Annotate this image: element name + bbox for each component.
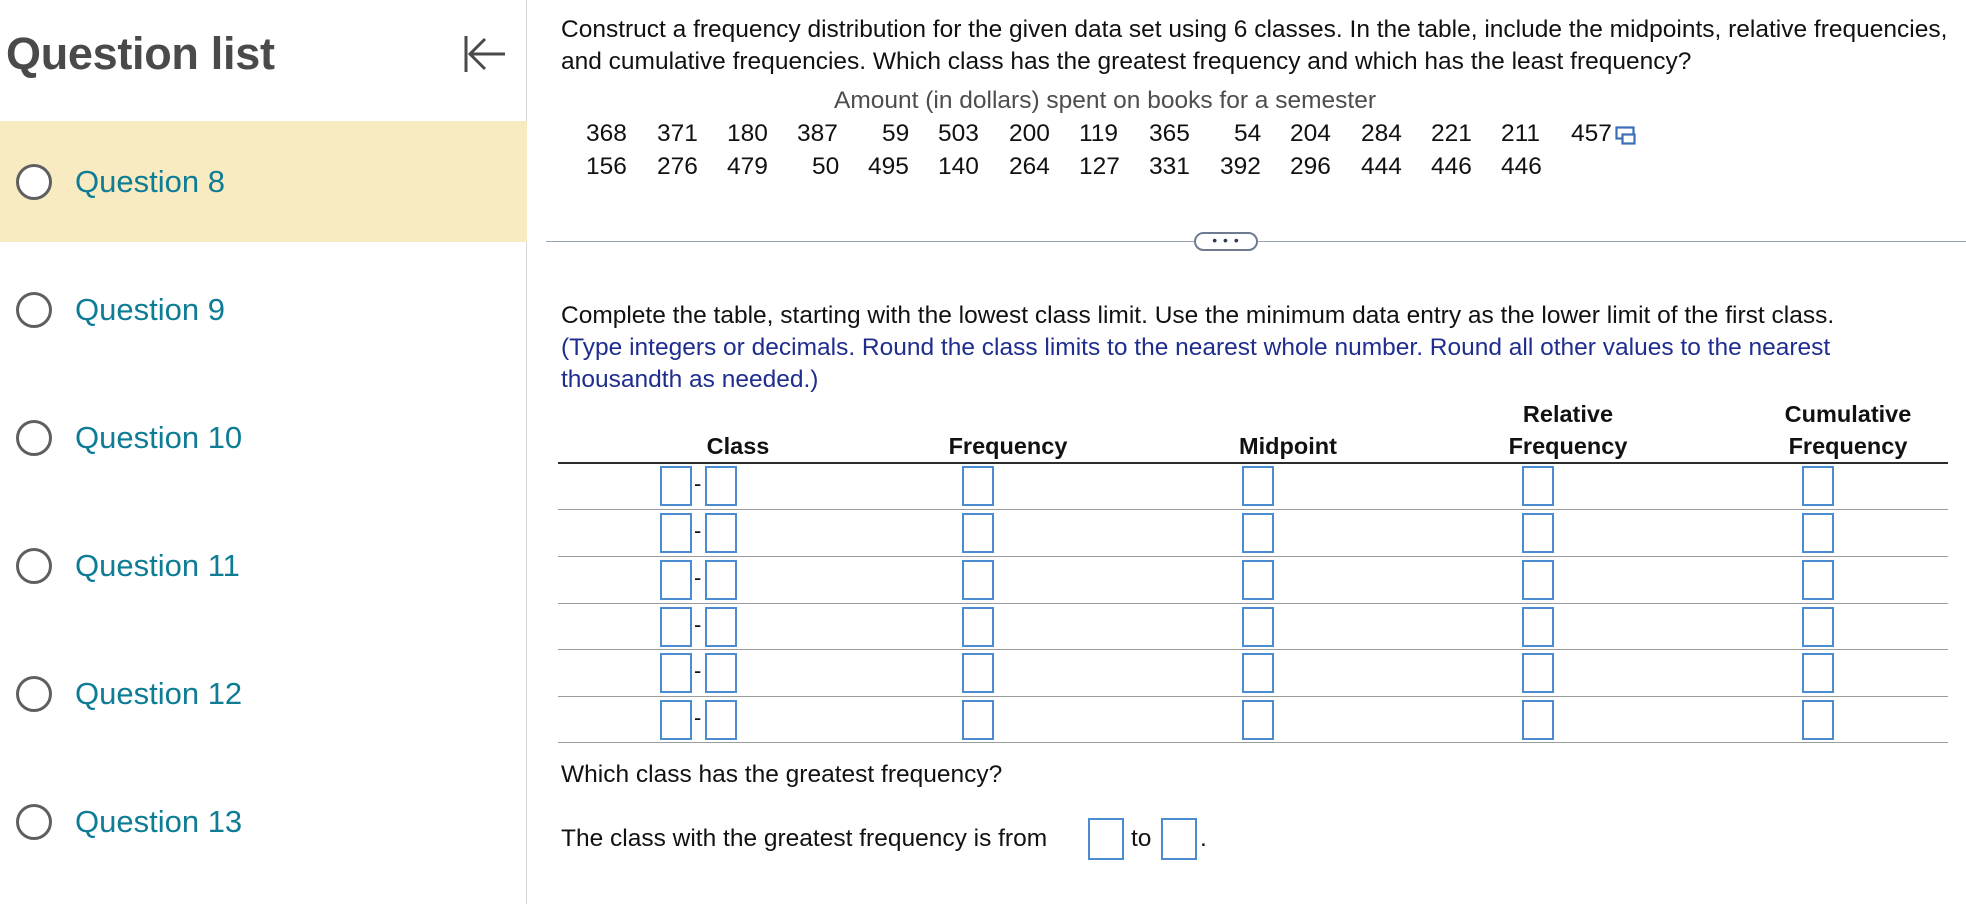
midpoint-input[interactable] [1242, 560, 1274, 600]
data-value: 180 [727, 120, 768, 147]
data-value: 200 [1009, 120, 1050, 147]
table-instructions: Complete the table, starting with the lowest class limit. Use the minimum data entry as the lower limit of the first class. [561, 302, 1835, 329]
data-value: 446 [1431, 153, 1472, 180]
class-separator: - [694, 471, 702, 496]
header-midpoint: Midpoint [1239, 433, 1337, 459]
midpoint-input[interactable] [1242, 466, 1274, 506]
table-row-rule [558, 509, 1948, 510]
header-class: Class [706, 433, 770, 459]
question-status-circle-icon [16, 164, 52, 200]
data-value: 392 [1220, 153, 1261, 180]
relative-frequency-input[interactable] [1522, 560, 1554, 600]
cumulative-frequency-input[interactable] [1802, 653, 1834, 693]
data-value: 59 [882, 120, 910, 147]
table-row-rule [558, 649, 1948, 650]
data-value: 276 [657, 153, 698, 180]
class-upper-limit-input[interactable] [705, 513, 737, 553]
question-item-13[interactable] [0, 761, 527, 882]
data-value: 503 [938, 120, 979, 147]
frequency-input[interactable] [962, 560, 994, 600]
table-row-rule [558, 603, 1948, 604]
data-value: 140 [938, 153, 979, 180]
data-value: 50 [812, 153, 840, 180]
question-label: Question 8 [75, 163, 225, 199]
greatest-class-upper-input[interactable] [1161, 818, 1197, 860]
relative-frequency-input[interactable] [1522, 607, 1554, 647]
cumulative-frequency-input[interactable] [1802, 560, 1834, 600]
class-lower-limit-input[interactable] [660, 700, 692, 740]
question-item-8[interactable] [0, 121, 527, 242]
class-lower-limit-input[interactable] [660, 560, 692, 600]
relative-frequency-input[interactable] [1522, 653, 1554, 693]
midpoint-input[interactable] [1242, 513, 1274, 553]
class-separator: - [694, 658, 702, 683]
header-relative-frequency-line1: Relative [1522, 401, 1614, 427]
frequency-input[interactable] [962, 653, 994, 693]
class-upper-limit-input[interactable] [705, 466, 737, 506]
sidebar-title: Question list [6, 28, 275, 79]
question-status-circle-icon [16, 548, 52, 584]
rounding-instructions: (Type integers or decimals. Round the class limits to the nearest whole number. Round all other values to the nearest thousandth as needed.) [561, 334, 1831, 393]
data-value: 204 [1290, 120, 1331, 147]
cumulative-frequency-input[interactable] [1802, 466, 1834, 506]
data-value: 371 [657, 120, 698, 147]
greatest-frequency-question: Which class has the greatest frequency? [561, 761, 1003, 788]
table-row-rule [558, 696, 1948, 697]
question-prompt: Construct a frequency distribution for the given data set using 6 classes. In the table, include the midpoints, relative frequencies, and cumulative frequencies. Which class has the greatest frequency and which has the least frequency? [561, 16, 1948, 75]
data-value: 127 [1079, 153, 1120, 180]
question-label: Question 9 [75, 291, 225, 327]
class-upper-limit-input[interactable] [705, 653, 737, 693]
data-value: 368 [586, 120, 627, 147]
class-separator: - [694, 612, 702, 637]
midpoint-input[interactable] [1242, 700, 1274, 740]
data-value: 479 [727, 153, 768, 180]
data-value: 331 [1149, 153, 1190, 180]
cumulative-frequency-input[interactable] [1802, 513, 1834, 553]
collapse-sidebar-button[interactable] [458, 30, 510, 78]
class-upper-limit-input[interactable] [705, 607, 737, 647]
collapse-left-icon [461, 33, 507, 75]
question-item-12[interactable] [0, 633, 527, 754]
header-frequency: Frequency [948, 433, 1068, 459]
frequency-input[interactable] [962, 700, 994, 740]
midpoint-input[interactable] [1242, 653, 1274, 693]
popout-data-icon[interactable] [1615, 125, 1637, 147]
table-row-rule [558, 556, 1948, 557]
greatest-class-lower-input[interactable] [1088, 818, 1124, 860]
data-value: 211 [1501, 120, 1541, 147]
data-value: 54 [1234, 120, 1262, 147]
data-value: 156 [586, 153, 627, 180]
data-value: 221 [1431, 120, 1472, 147]
data-value: 446 [1501, 153, 1542, 180]
data-value: 284 [1361, 120, 1402, 147]
question-list-sidebar [0, 0, 527, 904]
data-value: 264 [1009, 153, 1050, 180]
class-lower-limit-input[interactable] [660, 653, 692, 693]
cumulative-frequency-input[interactable] [1802, 700, 1834, 740]
question-item-10[interactable] [0, 377, 527, 498]
data-value: 457 [1571, 120, 1612, 147]
answer-to-text: to [1131, 825, 1152, 852]
header-cumulative-frequency-line1: Cumulative [1784, 401, 1912, 427]
question-label: Question 12 [75, 675, 243, 711]
answer-period: . [1200, 825, 1207, 852]
class-upper-limit-input[interactable] [705, 700, 737, 740]
question-item-11[interactable] [0, 505, 527, 626]
frequency-input[interactable] [962, 513, 994, 553]
question-label: Question 13 [75, 803, 243, 839]
class-separator: - [694, 518, 702, 543]
question-panel [528, 0, 1966, 904]
class-separator: - [694, 705, 702, 730]
relative-frequency-input[interactable] [1522, 466, 1554, 506]
class-lower-limit-input[interactable] [660, 513, 692, 553]
midpoint-input[interactable] [1242, 607, 1274, 647]
data-value: 444 [1361, 153, 1402, 180]
frequency-input[interactable] [962, 466, 994, 506]
class-lower-limit-input[interactable] [660, 466, 692, 506]
question-label: Question 10 [75, 419, 243, 455]
answer-prefix-text: The class with the greatest frequency is from [561, 825, 1048, 852]
data-set-title: Amount (in dollars) spent on books for a semester [834, 87, 1376, 114]
data-value: 495 [868, 153, 909, 180]
relative-frequency-input[interactable] [1522, 513, 1554, 553]
frequency-input[interactable] [962, 607, 994, 647]
header-relative-frequency-line2: Frequency [1508, 433, 1628, 459]
class-separator: - [694, 565, 702, 590]
question-item-9[interactable] [0, 249, 527, 370]
header-cumulative-frequency-line2: Frequency [1788, 433, 1908, 459]
data-value: 296 [1290, 153, 1331, 180]
table-bottom-rule [558, 742, 1948, 743]
table-header-rule [558, 462, 1948, 464]
question-status-circle-icon [16, 420, 52, 456]
data-value: 387 [797, 120, 838, 147]
cumulative-frequency-input[interactable] [1802, 607, 1834, 647]
question-status-circle-icon [16, 676, 52, 712]
data-value: 119 [1079, 120, 1119, 147]
data-value: 365 [1149, 120, 1190, 147]
question-status-circle-icon [16, 804, 52, 840]
class-lower-limit-input[interactable] [660, 607, 692, 647]
relative-frequency-input[interactable] [1522, 700, 1554, 740]
class-upper-limit-input[interactable] [705, 560, 737, 600]
question-status-circle-icon [16, 292, 52, 328]
question-label: Question 11 [75, 547, 240, 583]
expand-more-button[interactable]: • • • [1194, 232, 1258, 251]
